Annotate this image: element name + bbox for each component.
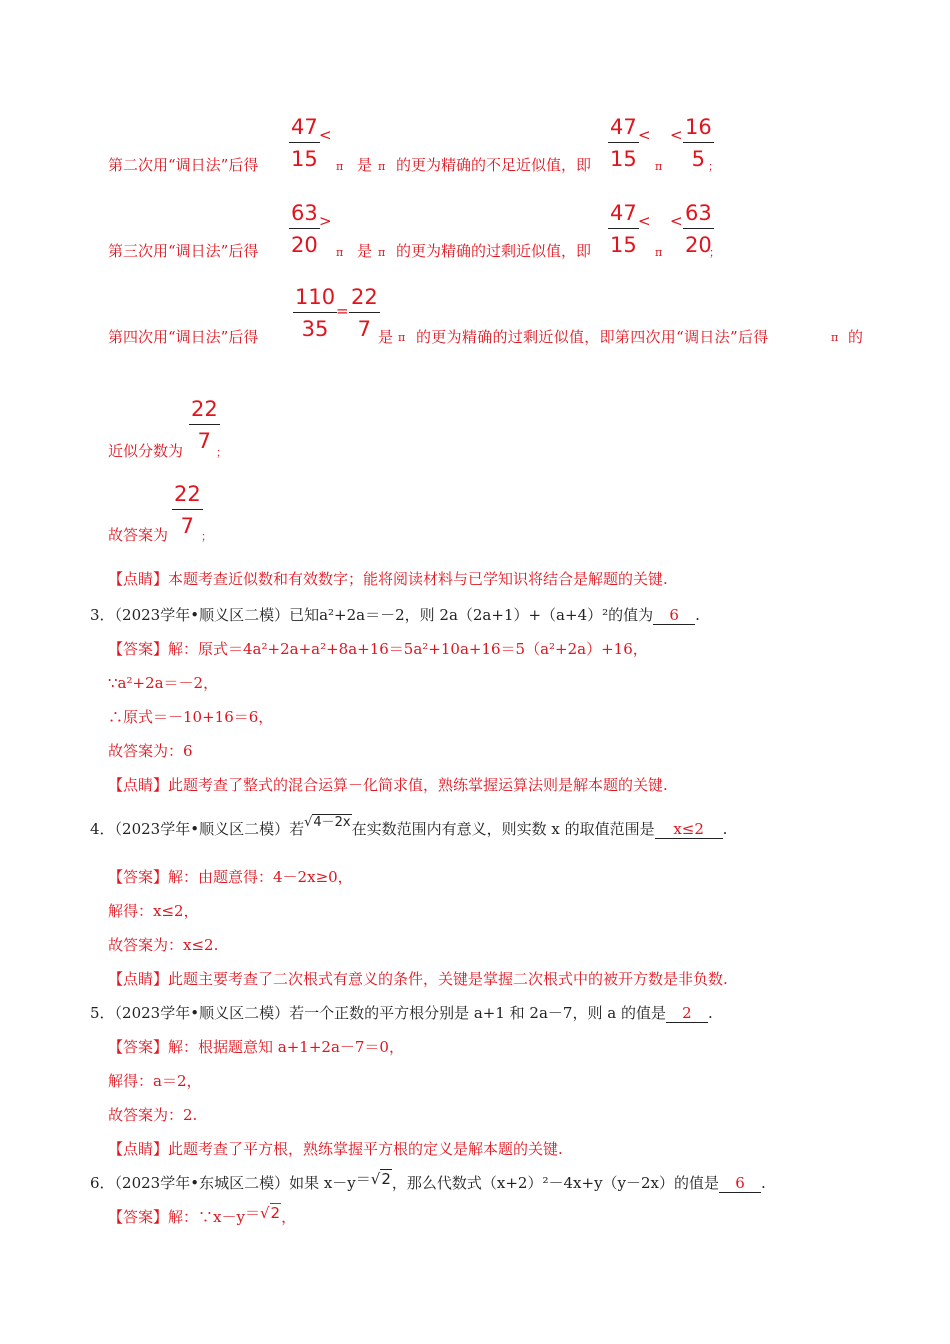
fraction-bar bbox=[172, 509, 203, 510]
radicand: 2 bbox=[270, 1204, 281, 1222]
denominator: 7 bbox=[180, 514, 195, 538]
question-number: 6． bbox=[90, 1174, 115, 1192]
denominator: 15 bbox=[610, 147, 637, 171]
tip-line bbox=[108, 568, 668, 589]
pi-symbol: π bbox=[831, 331, 839, 344]
question-number: 4． bbox=[90, 820, 115, 838]
pi-symbol: π bbox=[655, 160, 663, 173]
tip-tag: 【点睛】 bbox=[108, 970, 169, 988]
square-root-2: √2 bbox=[370, 1170, 391, 1188]
answer-line bbox=[108, 1036, 404, 1057]
period: . bbox=[707, 1004, 713, 1022]
line-approx-fraction: 近似分数为 bbox=[108, 442, 184, 460]
answer-text: 解：由题意得：4－2x≥0， bbox=[168, 868, 353, 886]
is-text: 是 bbox=[357, 242, 373, 260]
question-stem: （2023学年•顺义区二模）若一个正数的平方根分别是 a+1 和 2a－7，则 a 的值是 bbox=[114, 1004, 666, 1022]
less-than-sign: < bbox=[670, 212, 683, 230]
fraction-22-7 bbox=[349, 284, 380, 342]
question-stem-expression: a²+2a＝－2，则 2a（2a+1）+（a+4）²的值为 bbox=[319, 606, 654, 624]
tip-text: 此题主要考查了二次根式有意义的条件，关键是掌握二次根式中的被开方数是非负数. bbox=[168, 970, 728, 988]
question-stem-rest: ，那么代数式（x+2）²－4x+y（y－2x）的值是 bbox=[391, 1174, 720, 1192]
semicolon: ； bbox=[216, 446, 227, 459]
equals-sign: ＝ bbox=[244, 1204, 260, 1222]
pi-symbol: π bbox=[398, 331, 406, 344]
solution-step: ∴原式＝－10+16＝6， bbox=[108, 708, 274, 726]
denominator: 20 bbox=[291, 233, 318, 257]
answer-text: 解：根据题意知 a+1+2a－7＝0， bbox=[168, 1038, 404, 1056]
fraction-47-15 bbox=[608, 200, 639, 258]
fraction-bar bbox=[293, 312, 337, 313]
numerator: 47 bbox=[610, 201, 637, 225]
tip-tag: 【点睛】 bbox=[108, 1140, 169, 1158]
semicolon: ； bbox=[201, 530, 212, 543]
numerator: 47 bbox=[291, 115, 318, 139]
desc-text: 的更为精确的不足近似值，即 bbox=[396, 156, 592, 174]
line-fourth-adjustment bbox=[108, 326, 258, 347]
tip-line bbox=[108, 1138, 563, 1159]
tip-text: 此题考查了平方根，熟练掌握平方根的定义是解本题的关键. bbox=[168, 1140, 563, 1158]
text: 第二次用“调日法”后得 bbox=[108, 156, 259, 174]
answer-text: 解：∵x－y bbox=[168, 1208, 245, 1226]
fraction-63-20 bbox=[289, 200, 320, 258]
text: 第三次用“调日法”后得 bbox=[108, 242, 259, 260]
fraction-22-7 bbox=[172, 481, 203, 539]
square-root-2: √2 bbox=[259, 1204, 281, 1222]
answer-tag: 【答案】 bbox=[108, 640, 169, 658]
denominator: 15 bbox=[291, 147, 318, 171]
question-4 bbox=[90, 815, 728, 839]
pi-symbol: π bbox=[655, 246, 663, 259]
question-6 bbox=[90, 1172, 766, 1193]
question-stem-rest: 在实数范围内有意义，则实数 x 的取值范围是 bbox=[351, 820, 655, 838]
numerator: 22 bbox=[174, 482, 201, 506]
tip-tag: 【点睛】 bbox=[108, 570, 169, 588]
fraction-110-35 bbox=[293, 284, 337, 342]
tip-text: 本题考查近似数和有效数字；能将阅读材料与已学知识将结合是解题的关键. bbox=[168, 570, 668, 588]
numerator: 63 bbox=[291, 201, 318, 225]
numerator: 22 bbox=[351, 285, 378, 309]
semicolon: ； bbox=[708, 160, 719, 173]
solution-step: 解得：x≤2， bbox=[108, 902, 199, 920]
answer-blank: x≤2 bbox=[655, 820, 723, 839]
fraction-bar bbox=[683, 142, 714, 143]
less-than-sign: < bbox=[638, 126, 651, 144]
question-5 bbox=[90, 1002, 713, 1023]
greater-than-sign: > bbox=[319, 212, 332, 230]
solution-step: 解得：a＝2， bbox=[108, 1072, 202, 1090]
less-than-sign: < bbox=[319, 126, 332, 144]
question-stem: （2023学年•东城区二模）如果 x－y bbox=[114, 1174, 356, 1192]
desc-text: 的更为精确的过剩近似值，即第四次用“调日法”后得 bbox=[416, 328, 769, 346]
fraction-bar bbox=[289, 142, 320, 143]
fraction-bar bbox=[608, 142, 639, 143]
pi-symbol: π bbox=[378, 246, 386, 259]
numerator: 47 bbox=[610, 115, 637, 139]
tip-line bbox=[108, 774, 668, 795]
denominator: 20 bbox=[685, 233, 712, 257]
answer-line bbox=[108, 866, 353, 887]
fraction-47-15 bbox=[608, 114, 639, 172]
numerator: 16 bbox=[685, 115, 712, 139]
radicand: 2 bbox=[381, 1170, 391, 1188]
denominator: 5 bbox=[691, 147, 706, 171]
answer-tag: 【答案】 bbox=[108, 1208, 169, 1226]
pi-symbol: π bbox=[336, 160, 344, 173]
square-root: √4－2x bbox=[304, 815, 351, 830]
answer-blank: 2 bbox=[666, 1004, 708, 1023]
question-stem: （2023学年•顺义区二模）已知 bbox=[114, 606, 320, 624]
question-3 bbox=[90, 604, 700, 625]
fraction-bar bbox=[349, 312, 380, 313]
denominator: 7 bbox=[197, 429, 212, 453]
pi-symbol: π bbox=[378, 160, 386, 173]
line-answer: 故答案为 bbox=[108, 526, 169, 544]
denominator: 7 bbox=[357, 317, 372, 341]
text: 第四次用“调日法”后得 bbox=[108, 328, 259, 346]
fraction-47-15 bbox=[289, 114, 320, 172]
less-than-sign: < bbox=[638, 212, 651, 230]
is-text: 是 bbox=[357, 156, 373, 174]
period: . bbox=[722, 820, 728, 838]
answer-blank: 6 bbox=[719, 1174, 761, 1193]
is-text: 是 bbox=[378, 328, 394, 346]
period: . bbox=[761, 1174, 766, 1192]
of-text: 的 bbox=[848, 328, 864, 346]
answer-tag: 【答案】 bbox=[108, 1038, 169, 1056]
solution-step: 故答案为：2. bbox=[108, 1106, 198, 1124]
equals-sign: ＝ bbox=[355, 1170, 371, 1188]
fraction-bar bbox=[189, 424, 220, 425]
answer-tag: 【答案】 bbox=[108, 868, 169, 886]
denominator: 35 bbox=[301, 317, 329, 341]
less-than-sign: < bbox=[670, 126, 683, 144]
comma: ， bbox=[281, 1208, 297, 1226]
tip-text: 此题考查了整式的混合运算－化简求值，熟练掌握运算法则是解本题的关键. bbox=[168, 776, 668, 794]
radicand: 4－2x bbox=[313, 815, 351, 830]
fraction-bar bbox=[608, 228, 639, 229]
answer-line bbox=[108, 638, 648, 659]
answer-text: 解：原式＝4a²+2a+a²+8a+16＝5a²+10a+16＝5（a²+2a）+16， bbox=[168, 640, 648, 658]
tip-tag: 【点睛】 bbox=[108, 776, 169, 794]
numerator: 63 bbox=[685, 201, 712, 225]
period: . bbox=[695, 606, 700, 624]
solution-step: ∵a²+2a＝－2， bbox=[108, 674, 219, 692]
pi-symbol: π bbox=[336, 246, 344, 259]
fraction-bar bbox=[289, 228, 320, 229]
line-third-adjustment bbox=[108, 240, 258, 261]
equals-sign: = bbox=[336, 302, 349, 320]
question-stem: （2023学年•顺义区二模）若 bbox=[114, 820, 305, 838]
line-second-adjustment bbox=[108, 154, 258, 175]
numerator: 110 bbox=[295, 285, 336, 309]
question-number: 5． bbox=[90, 1004, 115, 1022]
answer-line bbox=[108, 1206, 296, 1227]
semicolon: ； bbox=[709, 246, 720, 259]
solution-step: 故答案为：x≤2. bbox=[108, 936, 219, 954]
numerator: 22 bbox=[191, 397, 218, 421]
tip-line bbox=[108, 968, 728, 989]
solution-step: 故答案为：6 bbox=[108, 742, 193, 760]
denominator: 15 bbox=[610, 233, 637, 257]
fraction-bar bbox=[683, 228, 714, 229]
desc-text: 的更为精确的过剩近似值，即 bbox=[396, 242, 592, 260]
answer-blank: 6 bbox=[653, 606, 695, 625]
question-number: 3． bbox=[90, 606, 115, 624]
